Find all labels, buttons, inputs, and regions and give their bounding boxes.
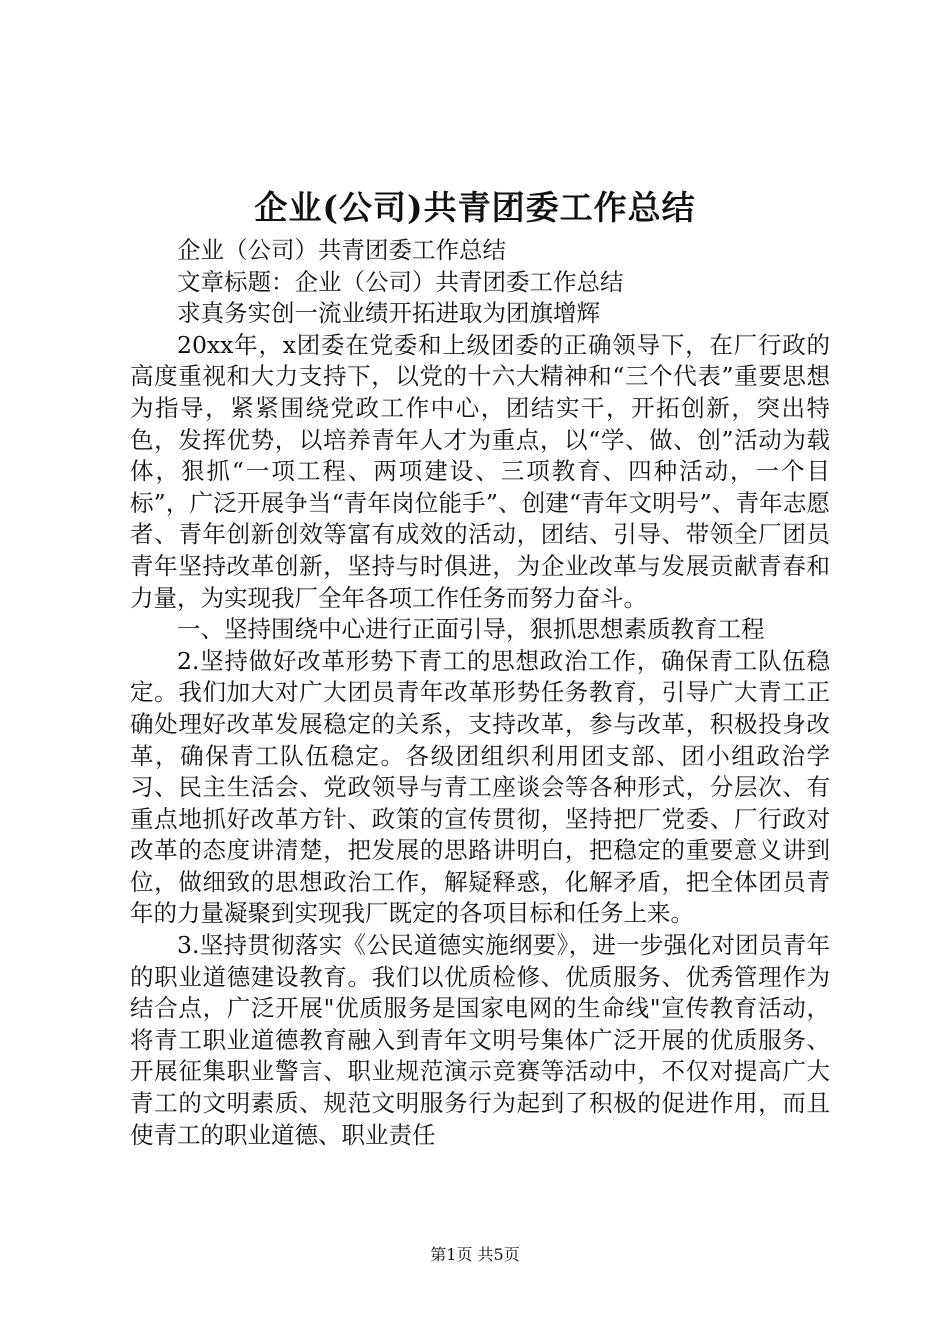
section-heading-1: 一、坚持围绕中心进行正面引导，狠抓思想素质教育工程 <box>177 615 765 644</box>
paragraph-intro: 20xx年，x团委在党委和上级团委的正确领导下，在厂行政的高度重视和大力支持下，以党的十六大精神和“三个代表”重要思想为指导，紧紧围绕党政工作中心，团结实干，开拓创新，突出特色，发挥优势，以培养青年人才为重点，以“学、做、创”活动为载体，狠抓“一项工程、两项建设、三项教育、四种活动，一个目标”，广泛开展争当“青年岗位能手”、创建“青年文明号”、青年志愿者、青年创新创效等富有成效的活动，团结、引导、带领全厂团员青年坚持改革创新，坚持与时俱进，为企业改革与发展贡献青春和力量，为实现我厂全年各项工作任务而努力奋斗。 <box>130 330 830 612</box>
document-title: 企业(公司)共青团委工作总结 <box>254 188 696 227</box>
paragraph-item-2: 2.坚持做好改革形势下青工的思想政治工作，确保青工队伍稳定。我们加大对广大团员青年改革形势任务教育，引导广大青工正确处理好改革发展稳定的关系，支持改革，参与改革，积极投身改革，确保青工队伍稳定。各级团组织利用团支部、团小组政治学习、民主生活会、党政领导与青工座谈会等各种形式，分层次、有重点地抓好改革方针、政策的宣传贯彻，坚持把厂党委、厂行政对改革的态度讲清楚，把发展的思路讲明白，把稳定的重要意义讲到位，做细致的思想政治工作，解疑释惑，化解矛盾，把全体团员青年的力量凝聚到实现我厂既定的各项目标和任务上来。 <box>130 646 830 928</box>
paragraph-slogan: 求真务实创一流业绩开拓进取为团旗增辉 <box>177 299 600 328</box>
paragraph-subtitle: 企业（公司）共青团委工作总结 <box>177 236 506 264</box>
document-body <box>130 235 830 1151</box>
page-footer: 第1页 共5页 <box>430 1245 520 1264</box>
paragraph-article-title: 文章标题：企业（公司）共青团委工作总结 <box>177 267 624 296</box>
paragraph-item-3: 3.坚持贯彻落实《公民道德实施纲要》，进一步强化对团员青年的职业道德建设教育。我们以优质检修、优质服务、优秀管理作为结合点，广泛开展"优质服务是国家电网的生命线"宣传教育活动，将青工职业道德教育融入到青年文明号集体广泛开展的优质服务、开展征集职业警言、职业规范演示竞赛等活动中，不仅对提高广大青工的文明素质、规范文明服务行为起到了积极的促进作用，而且使青工的职业道德、职业责任 <box>130 931 830 1149</box>
